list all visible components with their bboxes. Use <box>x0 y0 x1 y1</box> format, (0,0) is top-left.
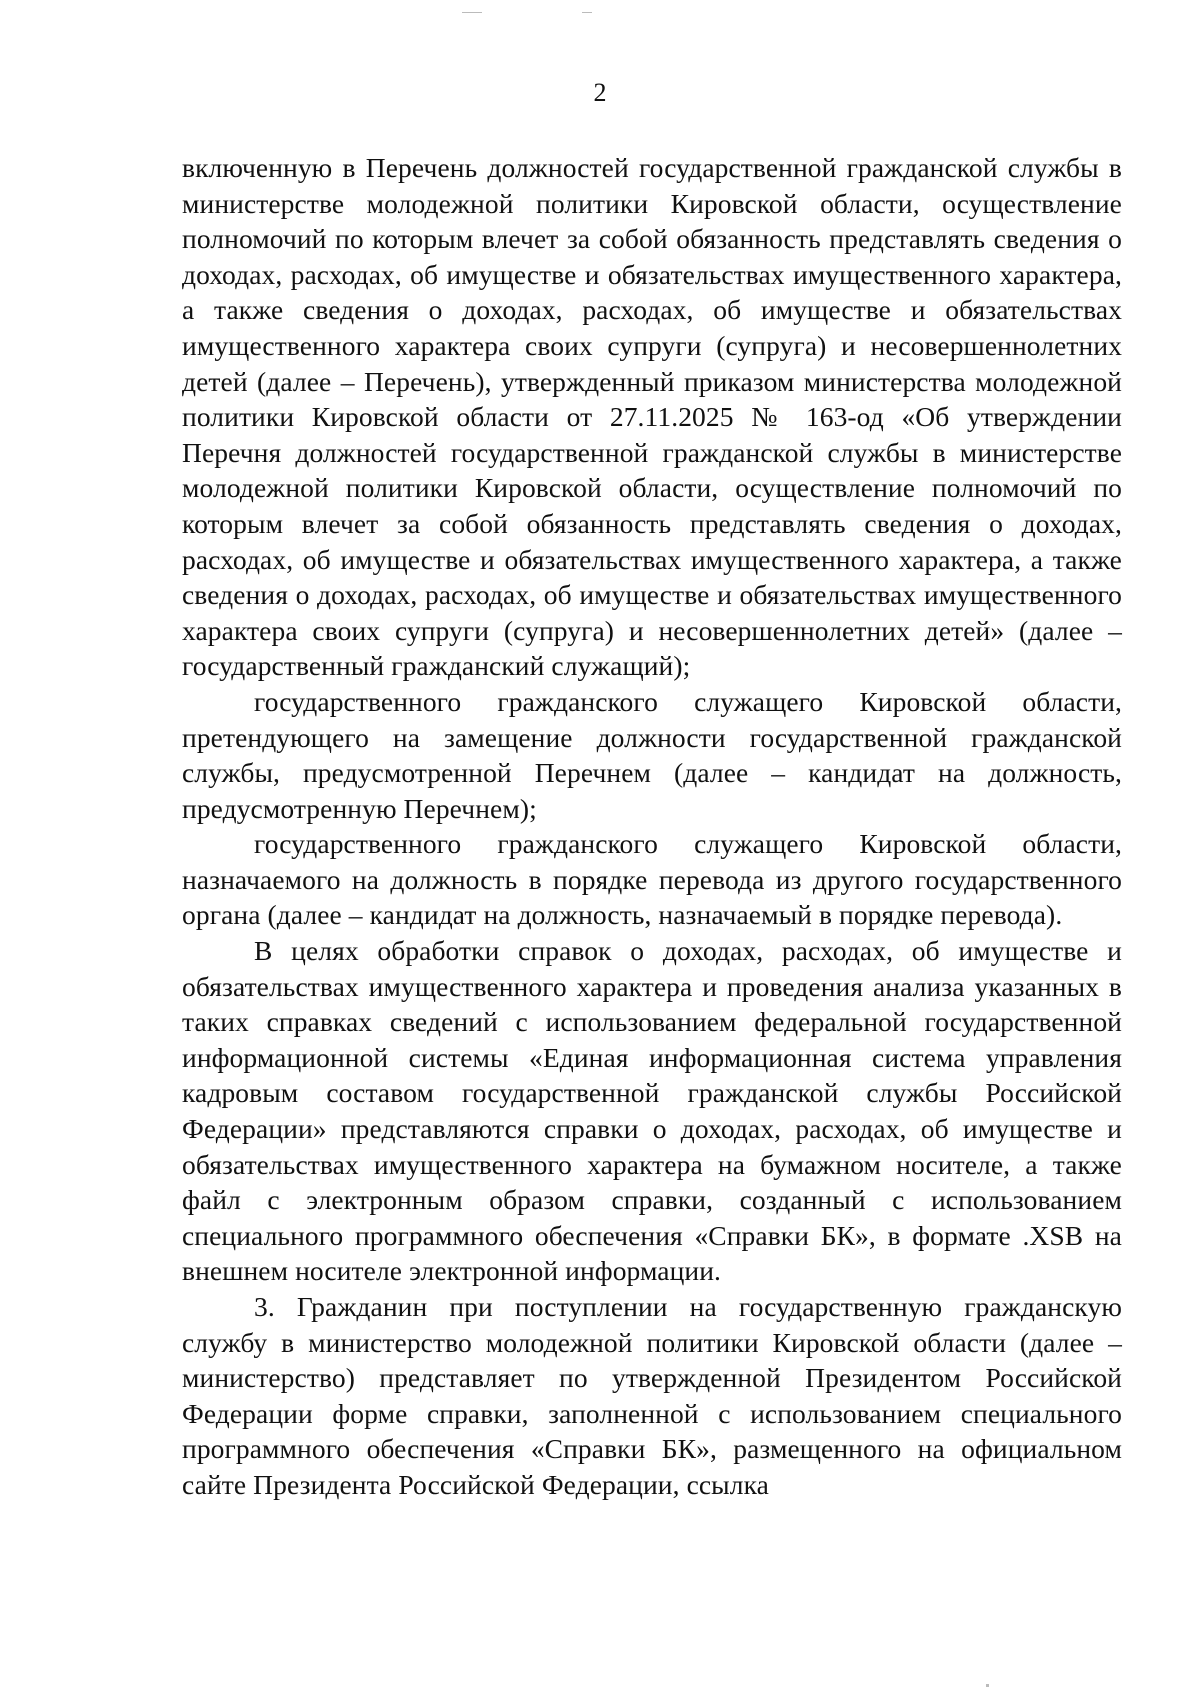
paragraph-item-3: 3. Гражданин при поступлении на государственную гражданскую службу в министерство молодежной политики Кировской области (далее – министерство) представляет по утвержденной Президентом Российской Федерации форме справки, заполненной с использованием специального программного обеспечения «Справки БК», размещенного на официальном сайте Президента Российской Федерации, ссылка <box>182 1291 1122 1500</box>
paragraph-candidate-transfer: государственного гражданского служащего Кировской области, назначаемого на должность в порядке перевода из другого государственного органа (далее – кандидат на должность, назначаемый в порядке перевода). <box>182 828 1122 931</box>
paragraph-candidate-perechen: государственного гражданского служащего Кировской области, претендующего на замещение должности государственной гражданской службы, предусмотренной Перечнем (далее – кандидат на должность, предусмотренную Перечнем); <box>182 685 1122 824</box>
scan-artifact <box>462 12 482 13</box>
page-number: 2 <box>593 78 607 107</box>
paragraph-continuation: включенную в Перечень должностей государственной гражданской службы в министерстве молодежной политики Кировской области, осуществление полномочий по которым влечет за собой обязанность представлять сведения о доходах, расходах, об имуществе и обязательствах имущественного характера, а также сведения о доходах, расходах, об имуществе и обязательствах имущественного характера своих супруги (супруга) и несовершеннолетних детей (далее – Перечень), утвержденный приказом министерства молодежной политики Кировской области от 27.11.2025 № 163-од «Об утверждении Перечня должностей государственной гражданской службы в министерстве молодежной политики Кировской области, осуществление полномочий по которым влечет за собой обязанность представлять сведения о доходах, расходах, об имуществе и обязательствах имущественного характера, а также сведения о доходах, расходах, об имуществе и обязательствах имущественного характера своих супруги (супруга) и несовершеннолетних детей» (далее – государственный гражданский служащий); <box>182 152 1122 682</box>
scan-artifact <box>582 12 592 13</box>
scan-artifact <box>986 1684 989 1687</box>
paragraph-processing-purpose: В целях обработки справок о доходах, расходах, об имуществе и обязательствах имущественного характера и проведения анализа указанных в таких справках сведений с использованием федеральной государственной информационной системы «Единая информационная система управления кадровым составом государственной гражданской службы Российской Федерации» представляются справки о доходах, расходах, об имуществе и обязательствах имущественного характера на бумажном носителе, а также файл с электронным образом справки, созданный с использованием специального программного обеспечения «Справки БК», в формате .XSB на внешнем носителе электронной информации. <box>182 935 1122 1287</box>
document-body <box>182 150 1122 1503</box>
